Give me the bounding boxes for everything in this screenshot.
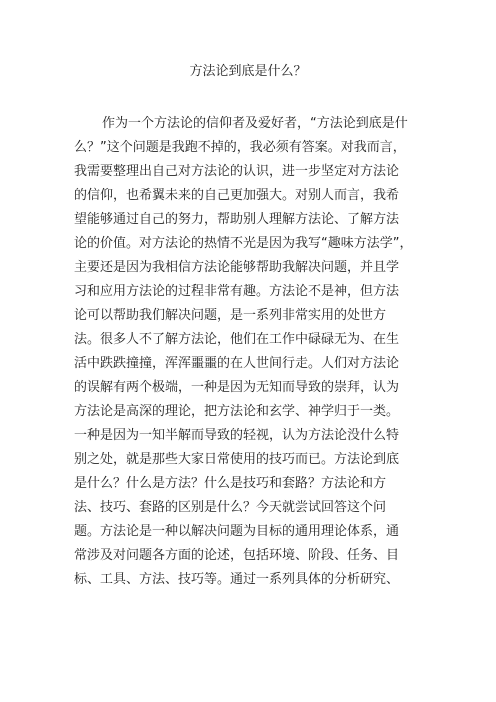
body-line: 作为一个方法论的信仰者及爱好者，“方法论到底是什 <box>102 116 408 131</box>
body-line: 常涉及对问题各方面的论述，包括环境、阶段、任务、目 <box>74 548 400 563</box>
body-line: 题。方法论是一种以解决问题为目标的通用理论体系，通 <box>74 524 400 539</box>
body-line: 论的价值。对方法论的热情不光是因为我写“趣味方法学”， <box>74 236 413 251</box>
body-line: 我需要整理出自己对方法论的认识，进一步坚定对方法论 <box>74 164 400 179</box>
body-line: 法。很多人不了解方法论，他们在工作中碌碌无为、在生 <box>74 332 400 347</box>
body-line: 法、技巧、套路的区别是什么？今天就尝试回答这个问 <box>74 500 387 515</box>
body-line: 标、工具、方法、技巧等。通过一系列具体的分析研究、 <box>74 572 400 587</box>
body-line: 的误解有两个极端，一种是因为无知而导致的崇拜，认为 <box>74 380 400 395</box>
body-line: 方法论是高深的理论，把方法论和玄学、神学归于一类。 <box>74 404 400 419</box>
body-line: 望能够通过自己的努力，帮助别人理解方法论、了解方法 <box>74 212 400 227</box>
body-line: 活中跌跌撞撞，浑浑噩噩的在人世间行走。人们对方法论 <box>74 356 400 371</box>
body-line: 的信仰，也希翼未来的自己更加强大。对别人而言，我希 <box>74 188 400 203</box>
body-line: 么？”这个问题是我跑不掉的，我必须有答案。对我而言， <box>74 140 406 155</box>
body-line: 习和应用方法论的过程非常有趣。方法论不是神，但方法 <box>74 284 400 299</box>
body-line: 论可以帮助我们解决问题，是一系列非常实用的处世方 <box>74 308 387 323</box>
body-line: 是什么？什么是方法？什么是技巧和套路？方法论和方 <box>74 476 387 491</box>
body-line: 别之处，就是那些大家日常使用的技巧而已。方法论到底 <box>74 452 400 467</box>
document-title: 方法论到底是什么？ <box>189 64 307 79</box>
body-line: 主要还是因为我相信方法论能够帮助我解决问题，并且学 <box>74 260 400 275</box>
body-line: 一种是因为一知半解而导致的轻视，认为方法论没什么特 <box>74 428 400 443</box>
